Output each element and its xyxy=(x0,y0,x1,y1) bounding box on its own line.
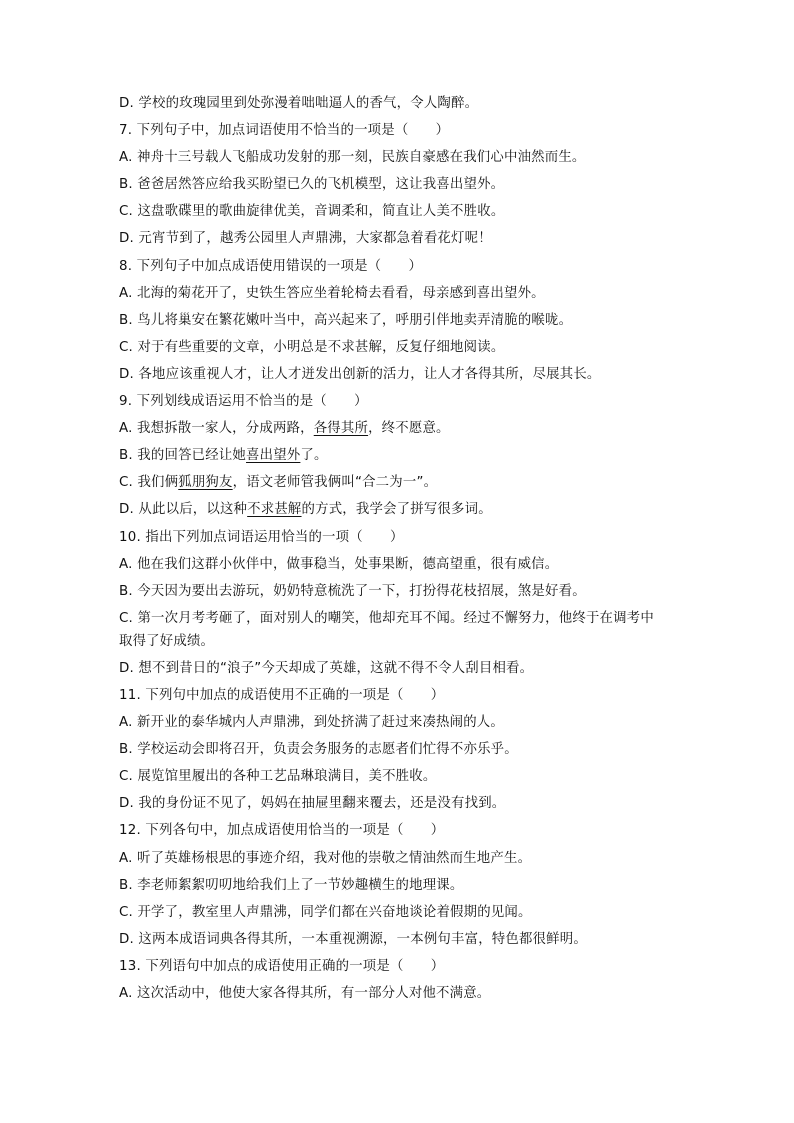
text-line xyxy=(119,632,689,659)
text-line xyxy=(119,148,689,175)
text-segment: A. 神舟十三号载人飞船成功发射的那一刻，民族自豪感在我们心中油然而生。 xyxy=(119,150,586,166)
text-line xyxy=(119,876,689,903)
text-line xyxy=(119,609,689,632)
text-segment: D. 学校的玫瑰园里到处弥漫着咄咄逼人的香气，令人陶醉。 xyxy=(119,96,479,111)
text-line xyxy=(119,794,689,821)
underlined-idiom: 喜出望外 xyxy=(246,448,301,464)
text-line xyxy=(119,419,689,446)
text-segment: A. 我想拆散一家人，分成两路， xyxy=(119,421,314,437)
text-line xyxy=(119,202,689,229)
text-line xyxy=(119,984,689,1011)
text-segment: C. 这盘歌碟里的歌曲旋律优美，音调柔和，简直让人美不胜收。 xyxy=(119,204,505,220)
text-segment: 11. 下列句中加点的成语使用不正确的一项是（ ） xyxy=(119,687,445,703)
text-segment: ，终不愿意。 xyxy=(368,421,450,437)
text-segment: 8. 下列句子中加点成语使用错误的一项是（ ） xyxy=(119,258,423,274)
text-line xyxy=(119,930,689,957)
text-line xyxy=(119,740,689,767)
text-line xyxy=(119,500,689,527)
text-segment: B. 鸟儿将巢安在繁花嫩叶当中，高兴起来了，呼朋引伴地卖弄清脆的喉咙。 xyxy=(119,312,573,328)
text-line xyxy=(119,713,689,740)
text-line xyxy=(119,365,689,392)
text-segment: B. 学校运动会即将召开，负责会务服务的志愿者们忙得不亦乐乎。 xyxy=(119,742,518,758)
text-segment: 13. 下列语句中加点的成语使用正确的一项是（ ） xyxy=(119,958,445,974)
text-line xyxy=(119,582,689,609)
text-segment: A. 新开业的泰华城内人声鼎沸，到处挤满了赶过来凑热闹的人。 xyxy=(119,715,504,731)
text-segment: 12. 下列各句中，加点成语使用恰当的一项是（ ） xyxy=(119,823,445,839)
document-body xyxy=(119,94,689,1011)
text-segment: D. 各地应该重视人才，让人才迸发出创新的活力，让人才各得其所，尽展其长。 xyxy=(119,366,601,382)
text-line xyxy=(119,121,689,148)
text-line xyxy=(119,338,689,365)
text-line xyxy=(119,229,689,256)
text-line xyxy=(119,849,689,876)
text-line xyxy=(119,284,689,311)
text-segment: C. 展览馆里履出的各种工艺品琳琅满目，美不胜收。 xyxy=(119,769,437,785)
text-line xyxy=(119,94,689,121)
underlined-idiom: 不求甚解 xyxy=(247,502,302,518)
text-segment: B. 爸爸居然答应给我买盼望已久的飞机模型，这让我喜出望外。 xyxy=(119,177,505,193)
text-segment: C. 开学了，教室里人声鼎沸，同学们都在兴奋地谈论着假期的见闻。 xyxy=(119,904,532,920)
text-segment: D. 这两本成语词典各得其所，一本重视溯源，一本例句丰富，特色都很鲜明。 xyxy=(119,931,587,947)
text-segment: 7. 下列句子中，加点词语使用不恰当的一项是（ ） xyxy=(119,123,450,139)
text-line xyxy=(119,659,689,686)
text-segment: A. 听了英雄杨根思的事迹介绍，我对他的崇敬之情油然而生地产生。 xyxy=(119,850,532,866)
text-segment: D. 我的身份证不见了，妈妈在抽屉里翻来覆去，还是没有找到。 xyxy=(119,796,506,812)
text-segment: D. 元宵节到了，越秀公园里人声鼎沸，大家都急着看花灯呢！ xyxy=(119,231,492,247)
text-segment: 了。 xyxy=(300,448,328,464)
text-line xyxy=(119,528,689,555)
text-line xyxy=(119,392,689,419)
text-segment: 9. 下列划线成语运用不恰当的是（ ） xyxy=(119,394,368,410)
underlined-idiom: 各得其所 xyxy=(313,421,369,437)
text-segment: 10. 指出下列加点词语运用恰当的一项（ ） xyxy=(119,529,404,545)
text-segment: 取得了好成绩。 xyxy=(119,633,215,649)
text-segment: B. 我的回答已经让她 xyxy=(119,448,247,464)
text-segment: 的方式，我学会了拼写很多词。 xyxy=(301,502,492,518)
text-segment: A. 北海的菊花开了，史铁生答应坐着轮椅去看看，母亲感到喜出望外。 xyxy=(119,285,545,301)
text-line xyxy=(119,446,689,473)
text-segment: D. 从此以后，以这种 xyxy=(119,502,248,518)
text-line xyxy=(119,473,689,500)
text-segment: C. 第一次月考考砸了，面对别人的嘲笑，他却充耳不闻。经过不懈努力，他终于在调考中 xyxy=(119,610,654,626)
text-segment: A. 他在我们这群小伙伴中，做事稳当，处事果断，德高望重，很有威信。 xyxy=(119,556,559,572)
underlined-idiom: 狐朋狗友 xyxy=(178,475,233,491)
text-segment: A. 这次活动中，他使大家各得其所，有一部分人对他不满意。 xyxy=(119,986,491,1001)
text-segment: C. 我们俩 xyxy=(119,475,179,491)
text-segment: ，语文老师管我俩叫“合二为一”。 xyxy=(232,475,438,491)
text-line xyxy=(119,175,689,202)
text-line xyxy=(119,311,689,338)
text-line xyxy=(119,821,689,848)
text-line xyxy=(119,957,689,984)
text-line xyxy=(119,686,689,713)
text-line xyxy=(119,903,689,930)
text-segment: D. 想不到昔日的“浪子”今天却成了英雄，这就不得不令人刮目相看。 xyxy=(119,660,534,676)
text-segment: B. 李老师絮絮叨叨地给我们上了一节妙趣横生的地理课。 xyxy=(119,877,464,893)
text-line xyxy=(119,767,689,794)
text-segment: B. 今天因为要出去游玩，奶奶特意梳洗了一下，打扮得花枝招展，煞是好看。 xyxy=(119,583,586,599)
text-line xyxy=(119,257,689,284)
text-segment: C. 对于有些重要的文章，小明总是不求甚解，反复仔细地阅读。 xyxy=(119,339,505,355)
text-line xyxy=(119,555,689,582)
